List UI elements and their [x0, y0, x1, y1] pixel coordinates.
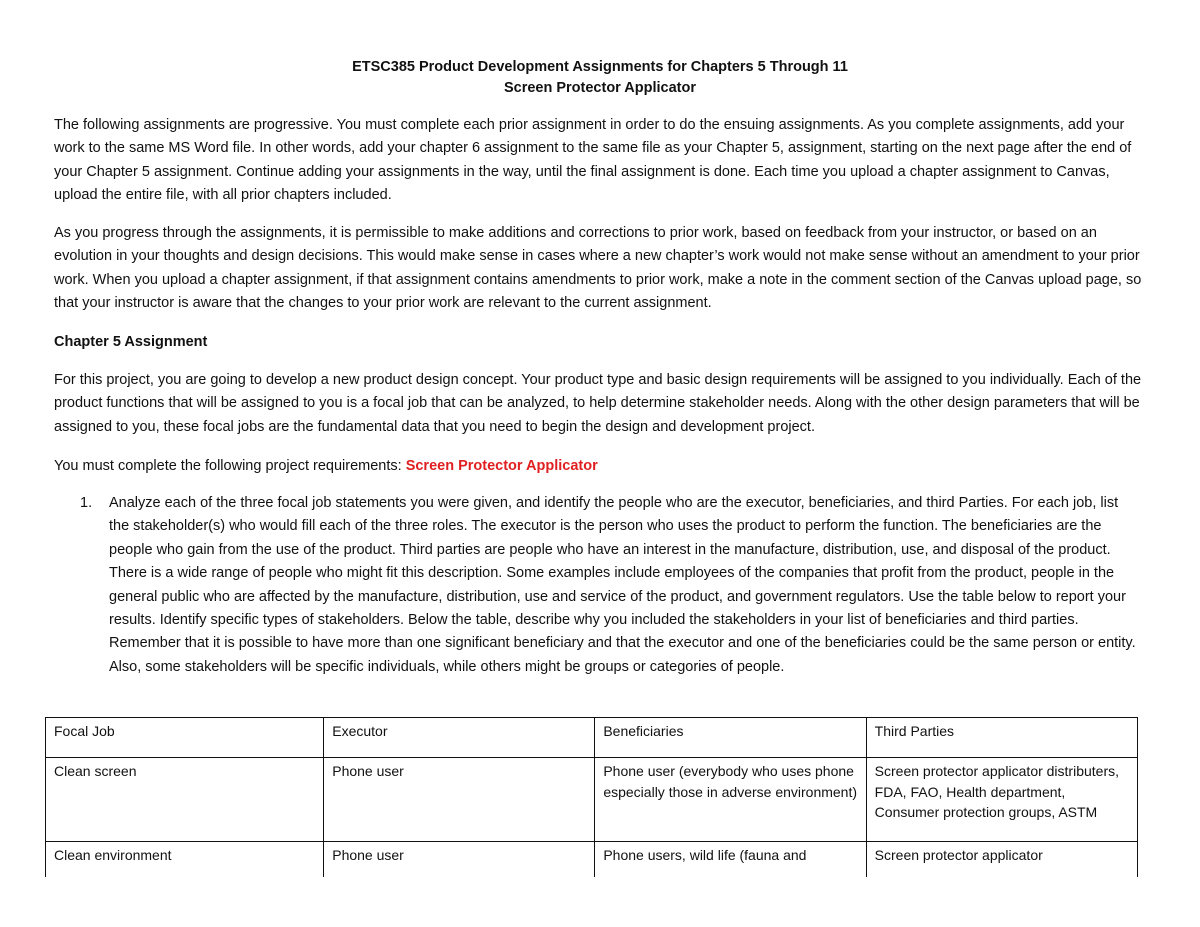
table-row — [46, 758, 1138, 842]
table-cell: Screen protector applicator distributers, FDA, FAO, Health department, Consumer protection groups, ASTM — [866, 758, 1137, 842]
requirements-line — [54, 455, 1144, 478]
table-header-row — [46, 718, 1138, 758]
requirements-prefix: You must complete the following project requirements: — [54, 458, 406, 474]
list-text: Analyze each of the three focal job statements you were given, and identify the people who are the executor, beneficiaries, and third Parties. For each job, list the stakeholder(s) who would fill each of the three roles. The executor is the person who uses the product to perform the function. The beneficiaries are the people who gain from the use of the product. Third parties are people who have an interest in the manufacture, distribution, use, and disposal of the product. There is a wide range of people who might fit this description. Some examples include employees of the companies that profit from the product, people in the general public who are affected by the manufacture, distribution, use and service of the product, and government regulators. Use the table below to report your results. Identify specific types of stakeholders. Below the table, describe why you included the stakeholders in your list of beneficiaries and third parties. Remember that it is possible to have more than one significant beneficiary and that the executor and one of the beneficiaries could be the same person or entity. Also, some stakeholders will be specific individuals, while others might be groups or categories of people. — [109, 495, 1136, 675]
project-paragraph: For this project, you are going to develop a new product design concept. Your product type and basic design requirements will be assigned to you individually. Each of the product functions that will be assigned to you is a focal job that can be analyzed, to help determine stakeholder needs. Along with the other design parameters that will be assigned to you, these focal jobs are the fundamental data that you need to begin the design and development project. — [54, 372, 1142, 435]
header-focal-job: Focal Job — [46, 718, 324, 758]
table-cell: Phone user — [324, 758, 595, 842]
table-cell: Phone user — [324, 842, 595, 878]
table-cell: Clean environment — [46, 842, 324, 878]
section-heading: Chapter 5 Assignment — [54, 334, 208, 350]
table-cell: Phone users, wild life (fauna and — [595, 842, 866, 878]
stakeholder-table — [45, 717, 1138, 877]
header-third-parties: Third Parties — [866, 718, 1137, 758]
requirements-highlight: Screen Protector Applicator — [405, 458, 598, 474]
header-beneficiaries: Beneficiaries — [595, 718, 866, 758]
document-subtitle: Screen Protector Applicator — [503, 80, 697, 96]
table-row — [46, 842, 1138, 878]
table-cell: Screen protector applicator — [866, 842, 1137, 878]
table-cell: Clean screen — [46, 758, 324, 842]
progress-paragraph: As you progress through the assignments, it is permissible to make additions and corrections to prior work, based on feedback from your instructor, or based on an evolution in your thoughts and design decisions. This would make sense in cases where a new chapter’s work would not make sense without an amendment to your prior work. When you upload a chapter assignment, if that assignment contains amendments to prior work, make a note in the comment section of the Canvas upload page, so that your instructor is aware that the changes to your prior work are relevant to the current assignment. — [54, 225, 1142, 312]
document-title: ETSC385 Product Development Assignments for Chapters 5 Through 11 — [352, 59, 848, 75]
intro-paragraph: The following assignments are progressive. You must complete each prior assignment in order to do the ensuing assignments. As you complete assignments, add your work to the same MS Word file. In other words, add your chapter 6 assignment to the same file as your Chapter 5, assignment, starting on the next page after the end of your Chapter 5 assignment. Continue adding your assignments in the way, until the final assignment is done. Each time you upload a chapter assignment to Canvas, upload the entire file, with all prior chapters included. — [54, 117, 1132, 204]
header-executor: Executor — [324, 718, 595, 758]
list-number: 1. — [80, 495, 93, 511]
table-cell: Phone user (everybody who uses phone especially those in adverse environment) — [595, 758, 866, 842]
